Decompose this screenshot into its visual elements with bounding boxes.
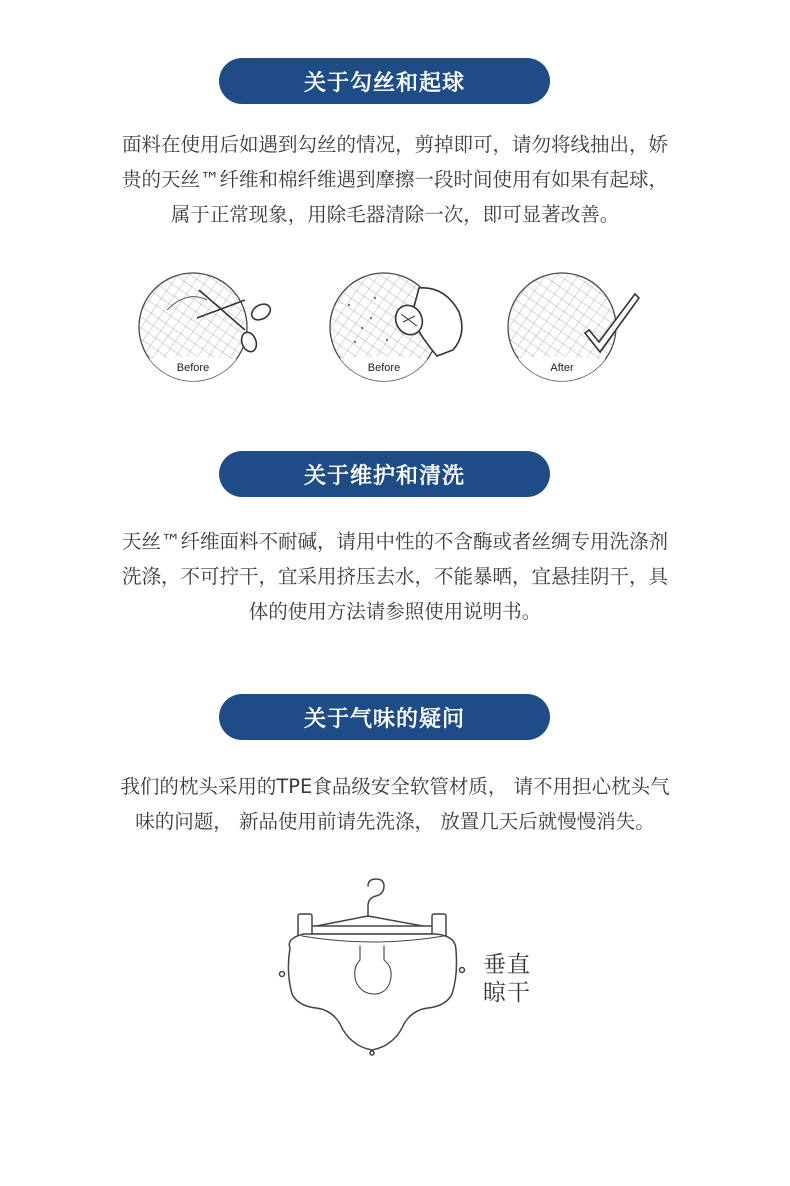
care-line-2: 洗涤，不可拧干，宜采用挤压去水，不能暴晒，宜悬挂阴干，具 [121,565,668,588]
pilling-line-2: 贵的天丝™纤维和棉纤维遇到摩擦一段时间使用有如果有起球， [121,168,668,191]
before-label-2: Before [367,362,401,374]
before-scissors-illustration [137,270,282,385]
pilling-line-3: 属于正常现象，用除毛器清除一次，即可显著改善。 [170,203,620,226]
pilling-line-1: 面料在使用后如遇到勾丝的情况，剪掉即可，请勿将线抽出，娇 [121,133,668,156]
after-label: After [550,362,574,374]
care-line-1: 天丝™纤维面料不耐碱，请用中性的不含酶或者丝绸专用洗涤剂 [121,530,668,553]
odor-description [50,769,740,839]
after-illustration [505,270,650,385]
pilling-description [50,127,740,232]
before-lint-remover-illustration [327,270,472,385]
hang-label-line-2: 晾干 [483,980,531,1006]
pillow-on-hanger-icon [276,876,471,1061]
odor-line-2: 味的问题， 新品使用前请先洗涤， 放置几天后就慢慢消失。 [135,810,655,833]
before-label-1: Before [176,362,210,374]
section-title-care: 关于维护和清洗 [219,451,550,497]
section-title-pilling: 关于勾丝和起球 [219,58,550,104]
section-title-odor: 关于气味的疑问 [219,694,550,740]
care-description [50,524,740,629]
vertical-dry-label [483,951,531,1007]
odor-line-1: 我们的枕头采用的TPE食品级安全软管材质， 请不用担心枕头气 [120,775,670,798]
care-line-3: 体的使用方法请参照使用说明书。 [248,600,542,623]
hang-label-line-1: 垂直 [483,952,531,978]
